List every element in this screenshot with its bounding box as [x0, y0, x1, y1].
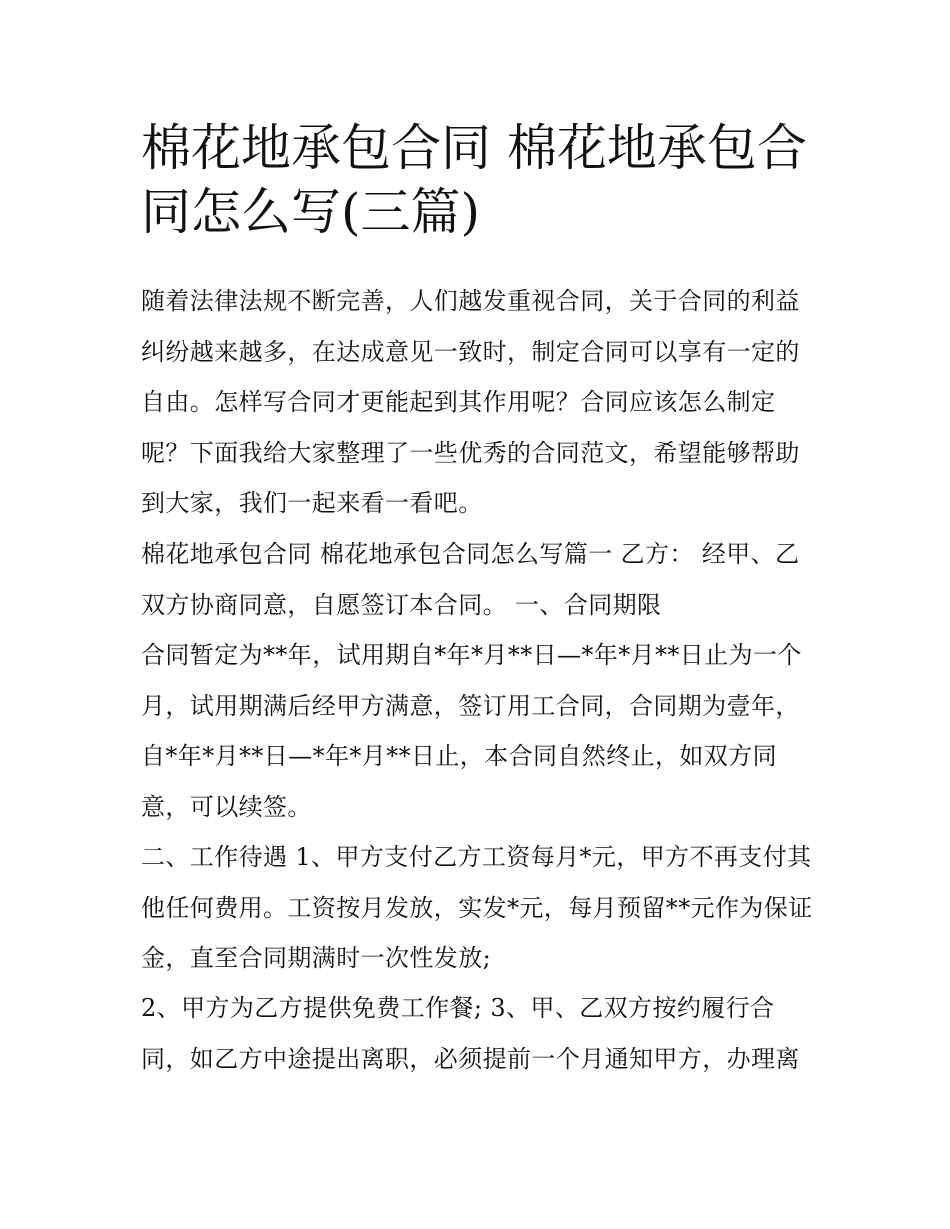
meal-and-resignation-paragraph: 2、甲方为乙方提供免费工作餐; 3、甲、乙双方按约履行合同，如乙方中途提出离职，必须提前一个月通知甲方，办理离 — [141, 994, 800, 1073]
document-title: 棉花地承包合同 棉花地承包合同怎么写(三篇) — [141, 119, 807, 241]
intro-paragraph: 随着法律法规不断完善，人们越发重视合同，关于合同的利益纠纷越来越多，在达成意见一致时，制定合同可以享有一定的自由。怎样写合同才更能起到其作用呢？合同应该怎么制定呢？下面我给大家整理了一些优秀的合同范文，希望能够帮助到大家，我们一起来看一看吧。 — [141, 287, 800, 517]
section-one-paragraph: 棉花地承包合同 棉花地承包合同怎么写篇一 乙方： 经甲、乙双方协商同意，自愿签订本合同。 一、合同期限 — [141, 540, 800, 619]
contract-term-paragraph: 合同暂定为**年，试用期自*年*月**日—*年*月**日止为一个月，试用期满后经甲方满意，签订用工合同，合同期为壹年，自*年*月**日—*年*月**日止，本合同自然终止，如双方同意，可以续签。 — [141, 641, 802, 821]
work-treatment-paragraph: 二、工作待遇 1、甲方支付乙方工资每月*元，甲方不再支付其他任何费用。工资按月发放，实发*元，每月预留**元作为保证金，直至合同期满时一次性发放; — [141, 843, 813, 972]
